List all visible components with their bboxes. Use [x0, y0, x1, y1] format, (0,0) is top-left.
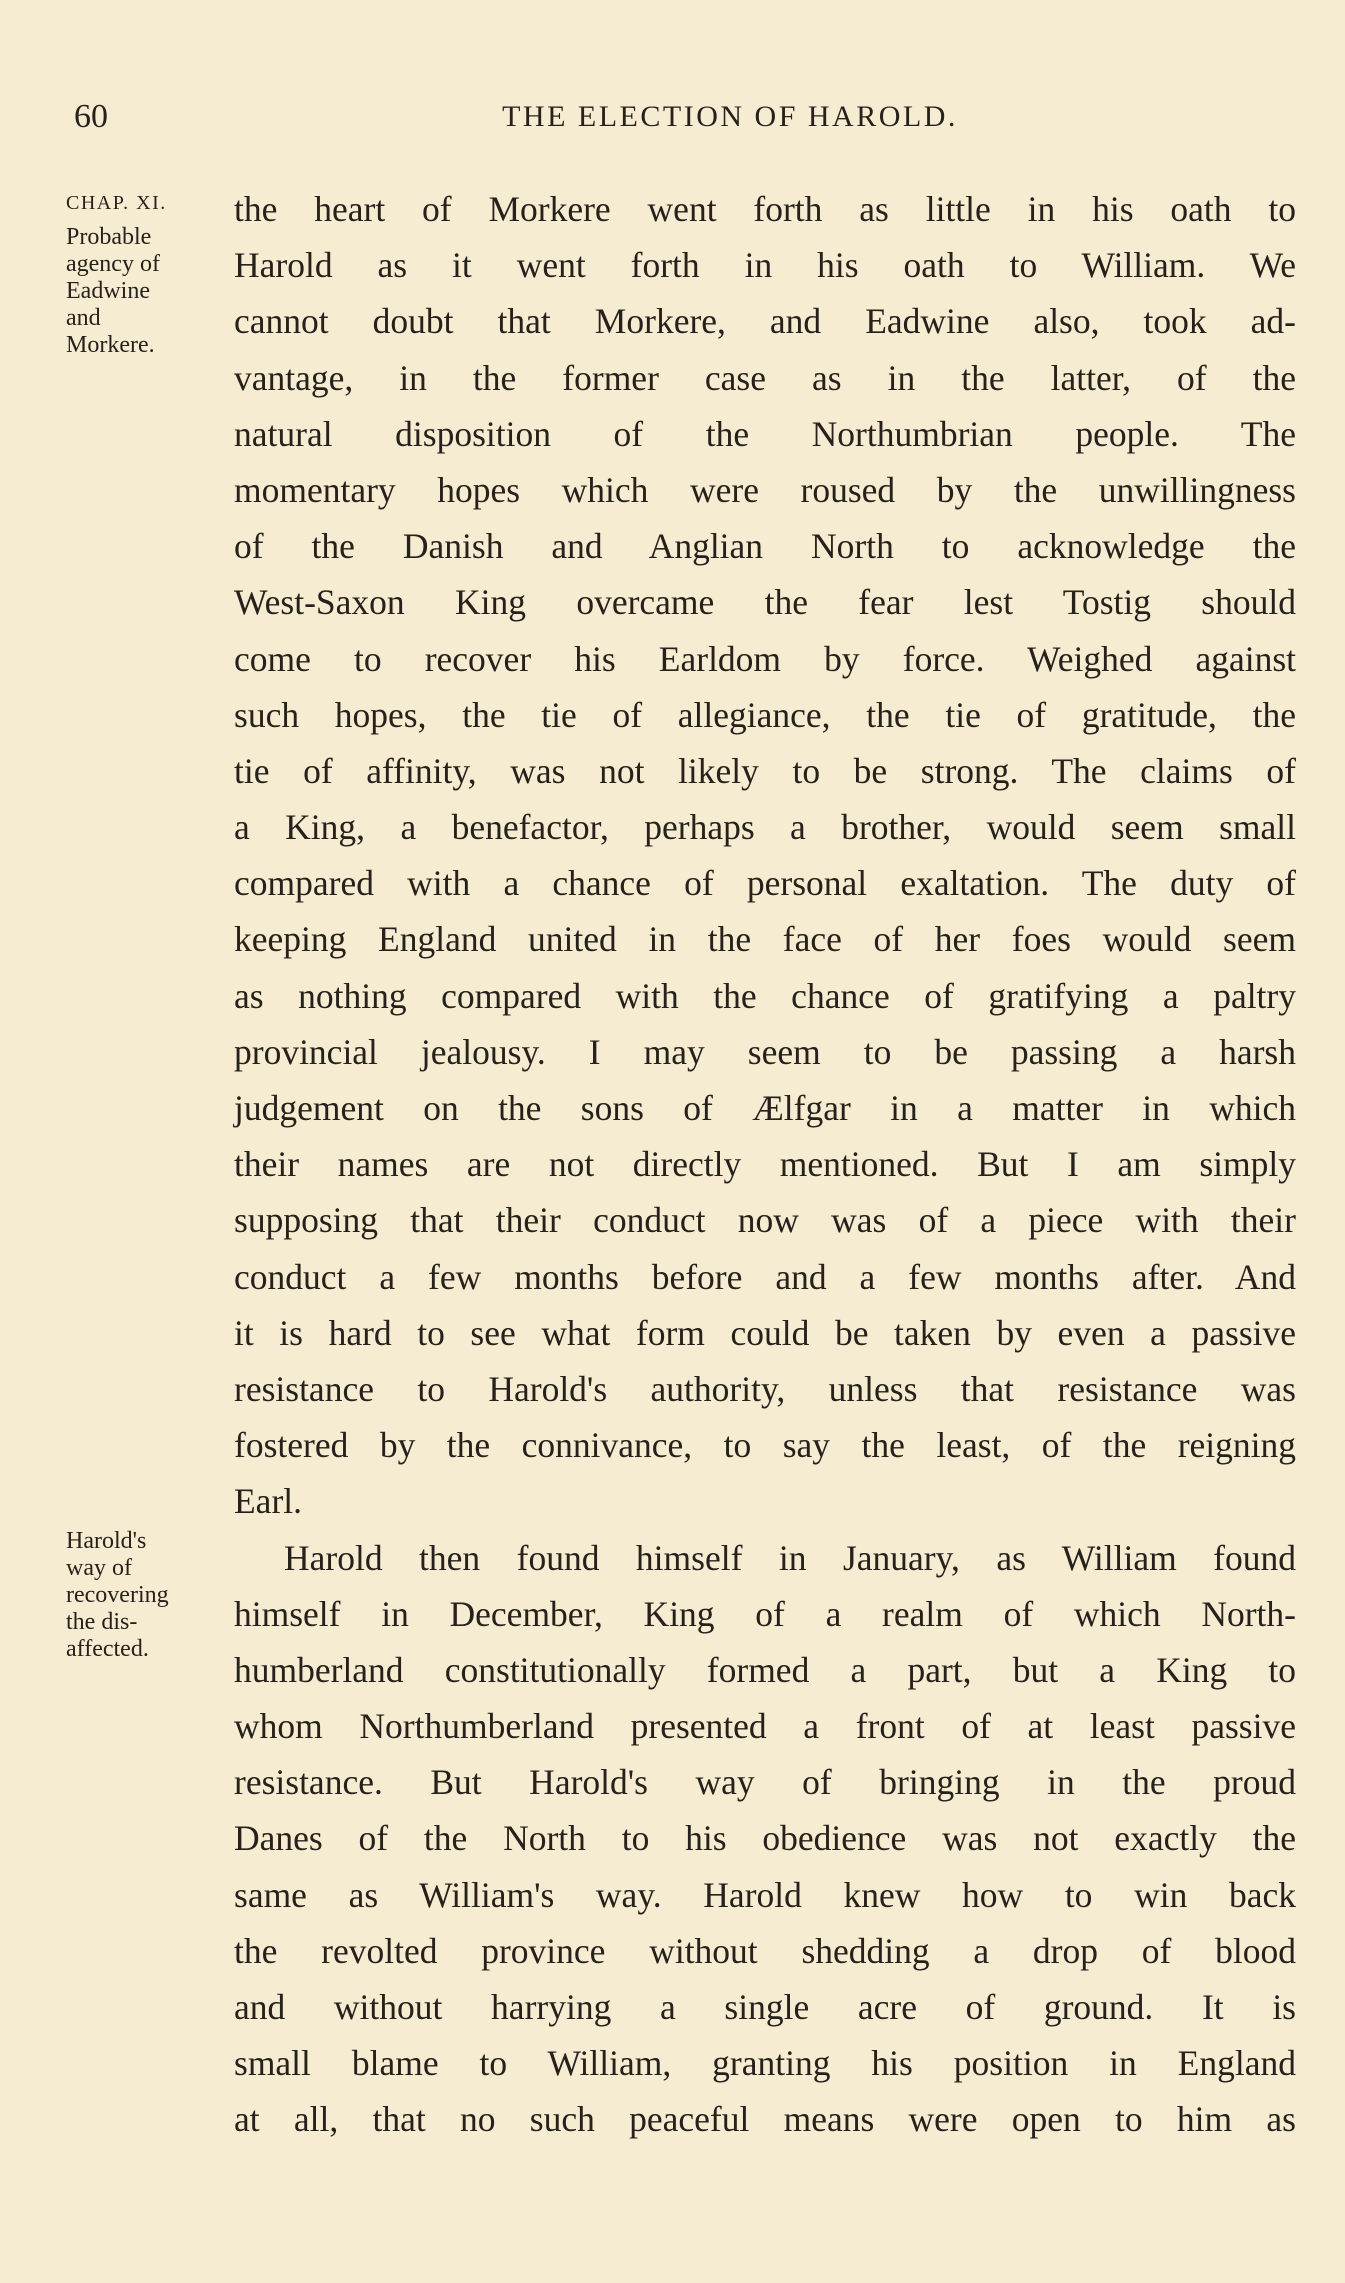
text-line: Harold then found himself in January, as William found	[284, 1537, 1296, 1578]
paragraph-2	[234, 1530, 1296, 2148]
text-line: small blame to William, granting his position in England	[234, 2043, 1296, 2084]
text-line: conduct a few months before and a few months after. And	[234, 1256, 1296, 1297]
text-line: and without harrying a single acre of ground. It is	[234, 1987, 1296, 2027]
text-line: same as William's way. Harold knew how to win back	[234, 1874, 1296, 1915]
text-line: such hopes, the tie of allegiance, the tie of gratitude, the	[234, 694, 1296, 735]
margin-note-line: Probable	[66, 224, 152, 250]
margin-note-line: agency of	[66, 251, 160, 277]
text-line: Danes of the North to his obedience was not exactly the	[234, 1818, 1296, 1859]
margin-note-line: Eadwine	[66, 278, 150, 304]
text-line: judgement on the sons of Ælfgar in a matter in which	[234, 1088, 1296, 1128]
margin-note-line: recovering	[66, 1582, 169, 1608]
margin-note-line: Morkere.	[66, 332, 155, 358]
text-line: the revolted province without shedding a drop of blood	[234, 1930, 1296, 1971]
text-line: vantage, in the former case as in the latter, of the	[234, 357, 1296, 398]
text-line: humberland constitutionally formed a part, but a King to	[234, 1649, 1296, 1690]
text-line: fostered by the connivance, to say the least, of the reigning	[234, 1425, 1296, 1466]
text-line: at all, that no such peaceful means were open to him as	[234, 2099, 1296, 2140]
text-line: supposing that their conduct now was of a piece with their	[234, 1200, 1296, 1241]
margin-note-line: and	[66, 305, 101, 331]
text-line: momentary hopes which were roused by the unwillingness	[234, 469, 1296, 510]
text-line: compared with a chance of personal exaltation. The duty of	[234, 863, 1296, 904]
margin-note-line: way of	[66, 1555, 132, 1581]
text-line: cannot doubt that Morkere, and Eadwine also, took ad-	[234, 301, 1296, 342]
margin-note-line: affected.	[66, 1636, 149, 1662]
text-line: himself in December, King of a realm of which North-	[234, 1593, 1296, 1634]
margin-note-probable-agency	[66, 188, 231, 359]
text-line: keeping England united in the face of her foes would seem	[234, 919, 1296, 960]
text-line: of the Danish and Anglian North to acknowledge the	[234, 526, 1296, 567]
margin-note-line: Harold's	[66, 1528, 147, 1554]
body-text	[234, 181, 1296, 2148]
text-line: tie of affinity, was not likely to be strong. The claims of	[234, 750, 1296, 791]
margin-note-harolds-way	[66, 1528, 231, 1663]
margin-note-line: the dis-	[66, 1609, 138, 1635]
text-line: the heart of Morkere went forth as little in his oath to	[234, 189, 1296, 229]
text-line: resistance. But Harold's way of bringing in the proud	[234, 1762, 1296, 1803]
text-line: come to recover his Earldom by force. Weighed against	[234, 638, 1296, 679]
text-line: whom Northumberland presented a front of at least passive	[234, 1706, 1296, 1747]
text-line: resistance to Harold's authority, unless that resistance was	[234, 1368, 1296, 1409]
chapter-label: CHAP. XI.	[66, 192, 167, 214]
text-line: as nothing compared with the chance of gratifying a paltry	[234, 975, 1296, 1016]
text-line: natural disposition of the Northumbrian people. The	[234, 413, 1296, 454]
text-line: provincial jealousy. I may seem to be passing a harsh	[234, 1031, 1296, 1072]
text-line: West-Saxon King overcame the fear lest Tostig should	[234, 582, 1296, 623]
text-line: it is hard to see what form could be taken by even a passive	[234, 1312, 1296, 1353]
paragraph-1	[234, 181, 1296, 1530]
page-header	[0, 92, 1345, 142]
running-title: THE ELECTION OF HAROLD.	[502, 100, 958, 133]
text-line: a King, a benefactor, perhaps a brother, would seem small	[234, 807, 1296, 848]
text-line: Harold as it went forth in his oath to William. We	[234, 245, 1296, 286]
page-number: 60	[74, 98, 108, 135]
text-line: Earl.	[234, 1481, 303, 1522]
text-line: their names are not directly mentioned. But I am simply	[234, 1144, 1296, 1185]
